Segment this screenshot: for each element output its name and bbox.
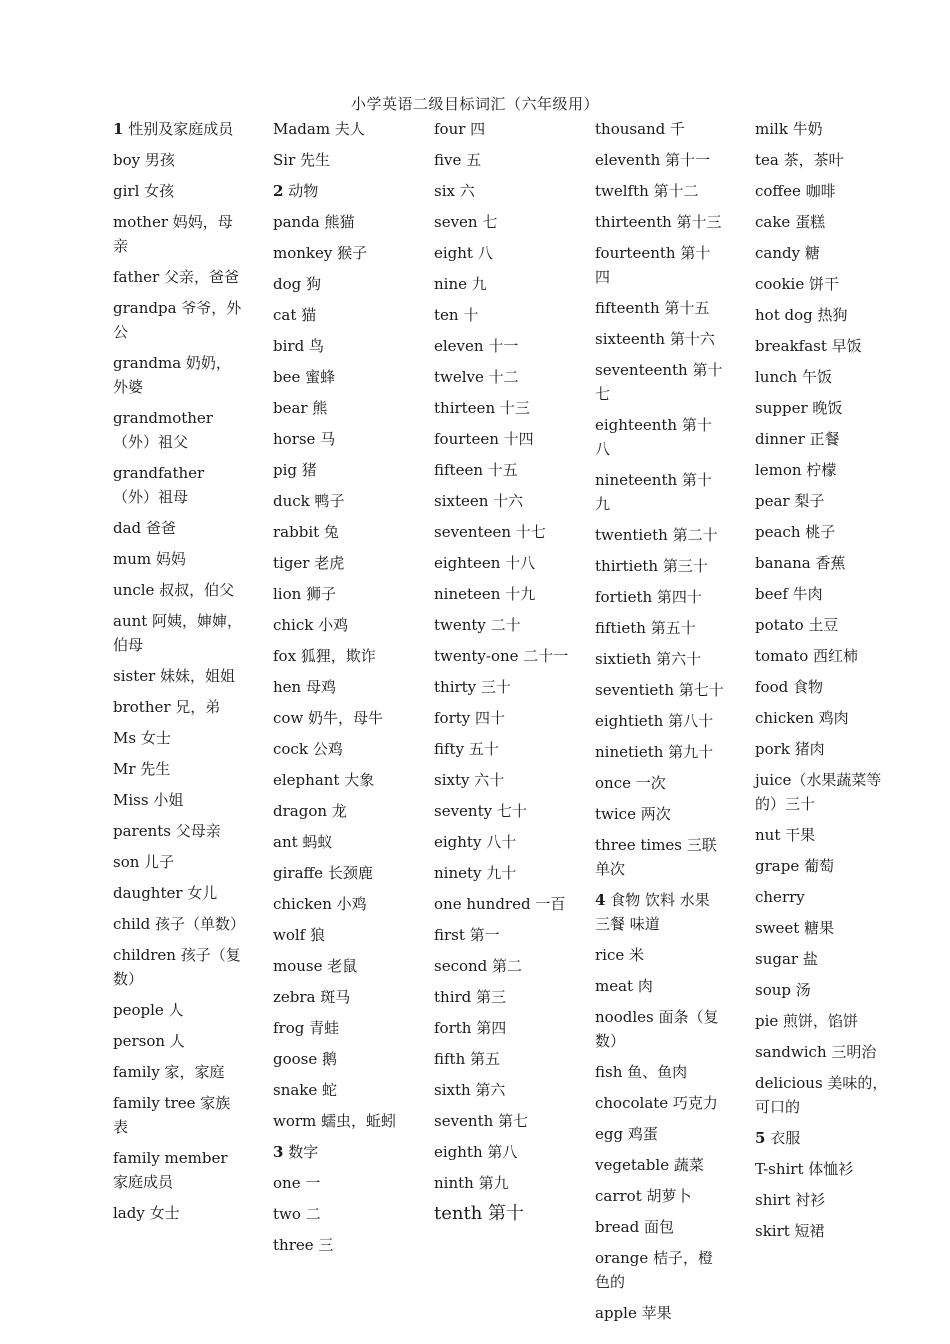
vocab-entry: shirt 衬衫 (755, 1191, 826, 1209)
vocab-entry: twelfth 第十二 (595, 182, 699, 200)
vocab-entry: three times 三联单次 (595, 836, 717, 878)
vocab-entry: dragon 龙 (273, 802, 347, 820)
vocab-entry: panda 熊猫 (273, 213, 355, 231)
vocab-entry: family tree 家族表 (113, 1094, 231, 1136)
vocab-entry: family member 家庭成员 (113, 1149, 228, 1191)
vocab-entry: milk 牛奶 (755, 120, 823, 138)
vocab-entry: girl 女孩 (113, 182, 175, 200)
vocab-entry: monkey 猴子 (273, 244, 368, 262)
vocab-entry: eleventh 第十一 (595, 151, 711, 169)
vocab-entry: vegetable 蔬菜 (595, 1156, 704, 1174)
vocab-entry: sister 妹妹，姐姐 (113, 667, 236, 685)
vocab-entry: father 父亲，爸爸 (113, 268, 239, 286)
vocab-entry: candy 糖 (755, 244, 820, 262)
vocab-entry: four 四 (434, 120, 486, 138)
vocab-entry: pig 猪 (273, 461, 317, 479)
column-2 (273, 117, 408, 1264)
section-number: 5 (755, 1129, 766, 1147)
vocab-entry: T-shirt 体恤衫 (755, 1160, 854, 1178)
section-title: 数字 (283, 1143, 319, 1161)
vocab-entry: goose 鹅 (273, 1050, 338, 1068)
vocab-entry: tomato 西红柿 (755, 647, 859, 665)
section-title: 衣服 (765, 1129, 801, 1147)
vocab-entry: beef 牛肉 (755, 585, 823, 603)
vocab-entry: coffee 咖啡 (755, 182, 836, 200)
vocab-entry: fortieth 第四十 (595, 588, 702, 606)
vocab-entry: elephant 大象 (273, 771, 375, 789)
section-number: 1 (113, 120, 124, 138)
vocab-entry: uncle 叔叔，伯父 (113, 581, 235, 599)
vocab-entry: boy 男孩 (113, 151, 175, 169)
vocab-entry: soup 汤 (755, 981, 811, 999)
vocab-entry: fourteenth 第十四 (595, 244, 711, 286)
vocab-entry: eighty 八十 (434, 833, 517, 851)
vocab-entry: meat 肉 (595, 977, 653, 995)
vocab-entry: mother 妈妈，母亲 (113, 213, 233, 255)
vocab-entry: one hundred 一百 (434, 895, 566, 913)
vocab-entry: sixth 第六 (434, 1081, 506, 1099)
vocab-entry: sweet 糖果 (755, 919, 835, 937)
vocab-entry: second 第二 (434, 957, 523, 975)
vocab-entry: cake 蛋糕 (755, 213, 826, 231)
vocab-entry: bee 蜜蜂 (273, 368, 336, 386)
vocab-entry: bread 面包 (595, 1218, 674, 1236)
vocab-entry: twenty 二十 (434, 616, 521, 634)
vocab-entry: banana 香蕉 (755, 554, 846, 572)
vocab-entry: grandma 奶奶，外婆 (113, 354, 231, 396)
vocab-entry: sixtieth 第六十 (595, 650, 702, 668)
vocab-entry: dad 爸爸 (113, 519, 176, 537)
vocab-entry: cock 公鸡 (273, 740, 343, 758)
vocab-entry: ninetieth 第九十 (595, 743, 714, 761)
vocab-entry: forth 第四 (434, 1019, 507, 1037)
vocab-entry: eighteen 十八 (434, 554, 536, 572)
vocab-entry: fifty 五十 (434, 740, 499, 758)
section-number: 4 (595, 891, 606, 909)
vocab-entry: dinner 正餐 (755, 430, 840, 448)
vocab-entry: peach 桃子 (755, 523, 836, 541)
vocab-entry: rice 米 (595, 946, 645, 964)
vocab-entry: ten 十 (434, 306, 479, 324)
vocab-entry: daughter 女儿 (113, 884, 218, 902)
vocab-entry: twelve 十二 (434, 368, 519, 386)
vocab-entry: bird 鸟 (273, 337, 324, 355)
vocab-entry: Mr 先生 (113, 760, 171, 778)
vocab-entry: people 人 (113, 1001, 184, 1019)
column-1 (113, 117, 245, 1232)
vocab-entry: orange 桔子，橙色的 (595, 1249, 714, 1291)
vocab-entry: five 五 (434, 151, 482, 169)
vocab-entry: son 儿子 (113, 853, 175, 871)
vocab-entry: eighth 第八 (434, 1143, 518, 1161)
vocab-entry: sandwich 三明治 (755, 1043, 877, 1061)
vocab-entry: delicious 美味的，可口的 (755, 1074, 888, 1116)
vocab-entry: worm 蠕虫，蚯蚓 (273, 1112, 397, 1130)
section-number: 3 (273, 1143, 284, 1161)
vocab-entry: sugar 盐 (755, 950, 818, 968)
vocab-entry: rabbit 兔 (273, 523, 339, 541)
vocab-entry: eighteenth 第十八 (595, 416, 712, 458)
vocab-entry: fifteen 十五 (434, 461, 518, 479)
vocab-entry: hen 母鸡 (273, 678, 336, 696)
vocab-entry: duck 鸭子 (273, 492, 345, 510)
vocab-entry: eleven 十一 (434, 337, 519, 355)
section-heading (113, 117, 245, 141)
vocab-entry: pear 梨子 (755, 492, 825, 510)
vocab-entry: chocolate 巧克力 (595, 1094, 718, 1112)
column-3 (434, 117, 569, 1233)
vocab-entry: lunch 午饭 (755, 368, 832, 386)
vocab-entry: grandpa 爷爷，外公 (113, 299, 242, 341)
vocab-entry: brother 兄，弟 (113, 698, 221, 716)
vocab-entry: thirteen 十三 (434, 399, 530, 417)
vocab-entry: bear 熊 (273, 399, 328, 417)
vocab-entry: two 二 (273, 1205, 321, 1223)
vocab-entry: seven 七 (434, 213, 498, 231)
vocab-entry: skirt 短裙 (755, 1222, 825, 1240)
vocab-entry: ninety 九十 (434, 864, 517, 882)
section-heading (755, 1126, 890, 1150)
vocab-entry: family 家，家庭 (113, 1063, 225, 1081)
vocab-entry: thousand 千 (595, 120, 686, 138)
vocab-entry: nineteen 十九 (434, 585, 536, 603)
vocab-entry: once 一次 (595, 774, 666, 792)
vocab-entry: giraffe 长颈鹿 (273, 864, 373, 882)
section-title: 性别及家庭成员 (123, 120, 234, 138)
section-number: 2 (273, 182, 284, 200)
vocab-entry: egg 鸡蛋 (595, 1125, 658, 1143)
vocab-entry: fish 鱼、鱼肉 (595, 1063, 688, 1081)
vocab-entry: twenty-one 二十一 (434, 647, 569, 665)
vocab-entry: cookie 饼干 (755, 275, 839, 293)
vocab-entry: twice 两次 (595, 805, 671, 823)
vocab-entry: fourteen 十四 (434, 430, 534, 448)
vocab-entry: thirtieth 第三十 (595, 557, 708, 575)
page-title: 小学英语二级目标词汇（六年级用） (350, 95, 599, 113)
vocab-entry: eightieth 第八十 (595, 712, 714, 730)
vocab-entry: chicken 鸡肉 (755, 709, 849, 727)
vocab-entry: twentieth 第二十 (595, 526, 718, 544)
vocab-entry: sixteenth 第十六 (595, 330, 715, 348)
vocab-entry: third 第三 (434, 988, 507, 1006)
vocab-entry: carrot 胡萝卜 (595, 1187, 692, 1205)
vocab-entry: snake 蛇 (273, 1081, 338, 1099)
vocab-entry: tiger 老虎 (273, 554, 345, 572)
vocab-entry: child 孩子（单数） (113, 915, 246, 933)
vocab-entry: fifteenth 第十五 (595, 299, 710, 317)
vocab-entry: nine 九 (434, 275, 487, 293)
vocab-entry: tea 茶，茶叶 (755, 151, 844, 169)
vocab-entry: apple 苹果 (595, 1304, 672, 1322)
vocab-entry: Sir 先生 (273, 151, 331, 169)
vocab-entry: seventy 七十 (434, 802, 527, 820)
vocab-entry: seventeen 十七 (434, 523, 546, 541)
vocab-entry: seventieth 第七十 (595, 681, 724, 699)
vocab-entry: aunt 阿姨，婶婶，伯母 (113, 612, 243, 654)
vocab-entry: supper 晚饭 (755, 399, 843, 417)
column-5 (755, 117, 890, 1250)
section-heading (273, 179, 408, 203)
vocab-entry: frog 青蛙 (273, 1019, 340, 1037)
vocab-entry: sixty 六十 (434, 771, 505, 789)
vocab-entry: lion 狮子 (273, 585, 337, 603)
vocab-entry: pork 猪肉 (755, 740, 825, 758)
vocab-entry: eight 八 (434, 244, 493, 262)
vocab-entry: three 三 (273, 1236, 334, 1254)
vocab-entry: thirty 三十 (434, 678, 511, 696)
vocab-entry: mum 妈妈 (113, 550, 186, 568)
vocab-entry: ninth 第九 (434, 1174, 509, 1192)
vocab-entry: six 六 (434, 182, 475, 200)
vocab-entry: fox 狐狸，欺诈 (273, 647, 376, 665)
section-title: 动物 (283, 182, 319, 200)
vocab-entry: forty 四十 (434, 709, 506, 727)
vocab-entry: pie 煎饼，馅饼 (755, 1012, 859, 1030)
vocab-entry: tenth 第十 (434, 1203, 525, 1224)
vocab-entry: fifth 第五 (434, 1050, 501, 1068)
vocab-entry: ant 蚂蚁 (273, 833, 333, 851)
vocab-entry: chick 小鸡 (273, 616, 349, 634)
vocab-entry: Miss 小姐 (113, 791, 184, 809)
vocab-entry: hot dog 热狗 (755, 306, 848, 324)
vocab-entry: potato 土豆 (755, 616, 839, 634)
vocab-entry: wolf 狼 (273, 926, 325, 944)
vocab-entry: one 一 (273, 1174, 321, 1192)
vocab-entry: first 第一 (434, 926, 500, 944)
section-heading (595, 888, 725, 936)
vocab-entry: breakfast 早饭 (755, 337, 862, 355)
vocab-entry: chicken 小鸡 (273, 895, 367, 913)
vocab-entry: fiftieth 第五十 (595, 619, 696, 637)
vocab-entry: zebra 斑马 (273, 988, 351, 1006)
vocab-entry: nut 干果 (755, 826, 816, 844)
vocab-entry: mouse 老鼠 (273, 957, 358, 975)
vocab-entry: cow 奶牛，母牛 (273, 709, 384, 727)
vocab-entry: cherry (755, 888, 805, 906)
vocab-entry: lemon 柠檬 (755, 461, 837, 479)
vocab-entry: Madam 夫人 (273, 120, 365, 138)
vocab-entry: children 孩子（复数） (113, 946, 241, 988)
vocab-entry: dog 狗 (273, 275, 322, 293)
vocab-entry: seventeenth 第十七 (595, 361, 723, 403)
vocab-entry: sixteen 十六 (434, 492, 524, 510)
vocab-entry: noodles 面条（复数） (595, 1008, 719, 1050)
section-heading (273, 1140, 408, 1164)
vocab-entry: grandfather （外）祖母 (113, 464, 205, 506)
vocab-entry: grandmother （外）祖父 (113, 409, 213, 451)
vocab-entry: parents 父母亲 (113, 822, 221, 840)
vocab-entry: lady 女士 (113, 1204, 180, 1222)
vocab-entry: seventh 第七 (434, 1112, 529, 1130)
vocab-entry: Ms 女士 (113, 729, 171, 747)
vocab-entry: thirteenth 第十三 (595, 213, 722, 231)
vocab-entry: grape 葡萄 (755, 857, 834, 875)
section-title: 食物 饮料 水果 三餐 味道 (595, 891, 710, 933)
vocab-entry: horse 马 (273, 430, 336, 448)
column-4 (595, 117, 725, 1332)
vocab-entry: nineteenth 第十九 (595, 471, 712, 513)
vocab-entry: juice（水果蔬菜等的）三十 (755, 771, 882, 813)
vocab-entry: food 食物 (755, 678, 823, 696)
vocab-entry: person 人 (113, 1032, 185, 1050)
vocab-entry: cat 猫 (273, 306, 317, 324)
